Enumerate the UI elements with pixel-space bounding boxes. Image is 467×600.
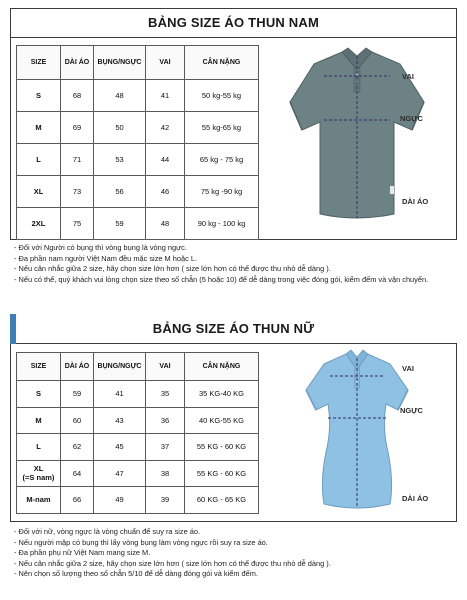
women-size-table <box>16 352 259 514</box>
cell-size: 2XL <box>17 208 61 240</box>
table-row <box>17 208 259 240</box>
cell-weight: 50 kg-55 kg <box>185 80 259 112</box>
cell-chest: 48 <box>94 80 146 112</box>
cell-chest: 53 <box>94 144 146 176</box>
note-line: - Đối với nữ, vòng ngực là vòng chuẩn để suy ra size áo. <box>14 527 201 536</box>
header-size: SIZE <box>17 353 61 381</box>
table-row <box>17 381 259 408</box>
table-header-row <box>17 353 259 381</box>
cell-size: M-nam <box>17 487 61 514</box>
cell-size: S <box>17 80 61 112</box>
cell-weight: 40 KG-55 KG <box>185 407 259 434</box>
table-row <box>17 80 259 112</box>
note-line: - Đối với Người có bụng thì vòng bụng là vòng ngực. <box>14 243 187 252</box>
cell-size: L <box>17 434 61 461</box>
cell-size: M <box>17 112 61 144</box>
header-size: SIZE <box>17 46 61 80</box>
women-chest-label: NGỰC <box>400 406 423 415</box>
cell-weight: 55 KG - 60 KG <box>185 434 259 461</box>
cell-size: S <box>17 381 61 408</box>
cell-shoulder: 48 <box>146 208 185 240</box>
cell-size: XL <box>17 176 61 208</box>
cell-shoulder: 42 <box>146 112 185 144</box>
women-shirt-illustration <box>262 348 452 516</box>
cell-chest: 56 <box>94 176 146 208</box>
cell-length: 73 <box>61 176 94 208</box>
header-weight: CÂN NẶNG <box>185 46 259 80</box>
header-shoulder: VAI <box>146 46 185 80</box>
header-length: DÀI ÁO <box>61 46 94 80</box>
table-row <box>17 460 259 487</box>
header-length: DÀI ÁO <box>61 353 94 381</box>
cell-chest: 59 <box>94 208 146 240</box>
men-length-label: DÀI ÁO <box>402 197 429 206</box>
cell-chest: 45 <box>94 434 146 461</box>
header-chest: BỤNG/NGỰC <box>94 353 146 381</box>
cell-length: 64 <box>61 460 94 487</box>
note-line: - Nếu cân nhắc giữa 2 size, hãy chọn size lớn hơn ( size lớn hơn có thể được thu nhỏ dễ dàng ). <box>14 264 331 273</box>
note-line: - Nếu cân nhắc giữa 2 size, hãy chọn size lớn hơn ( size lớn hơn có thể được thu nhỏ dễ dàng ). <box>14 558 331 568</box>
table-row <box>17 176 259 208</box>
cell-length: 62 <box>61 434 94 461</box>
table-row <box>17 487 259 514</box>
table-row <box>17 144 259 176</box>
table-header-row <box>17 46 259 80</box>
note-line: - Đa phần phụ nữ Việt Nam mang size M. <box>14 548 151 557</box>
cell-shoulder: 38 <box>146 460 185 487</box>
cell-shoulder: 46 <box>146 176 185 208</box>
note-line: - Nên chọn số lượng theo số chẵn 5/10 để dễ dàng đóng gói và kiểm đếm. <box>14 569 258 578</box>
women-size-title: BẢNG SIZE ÁO THUN NỮ <box>10 314 457 344</box>
women-notes <box>14 527 459 580</box>
header-chest: BỤNG/NGỰC <box>94 46 146 80</box>
cell-weight: 65 kg - 75 kg <box>185 144 259 176</box>
cell-weight: 55 KG - 60 KG <box>185 460 259 487</box>
cell-chest: 41 <box>94 381 146 408</box>
cell-length: 75 <box>61 208 94 240</box>
cell-size: L <box>17 144 61 176</box>
cell-size: XL (=S nam) <box>17 460 61 487</box>
cell-chest: 47 <box>94 460 146 487</box>
cell-length: 66 <box>61 487 94 514</box>
cell-shoulder: 39 <box>146 487 185 514</box>
cell-shoulder: 37 <box>146 434 185 461</box>
women-length-label: DÀI ÁO <box>402 494 429 503</box>
cell-length: 60 <box>61 407 94 434</box>
note-line: - Đa phần nam người Việt Nam đều mặc size M hoặc L. <box>14 253 198 263</box>
note-line: - Nếu người mập có bụng thì lấy vòng bụng làm vòng ngực rồi suy ra size áo. <box>14 537 268 547</box>
cell-length: 68 <box>61 80 94 112</box>
men-size-section <box>10 8 457 240</box>
men-size-table <box>16 45 259 240</box>
cell-shoulder: 35 <box>146 381 185 408</box>
women-shoulder-label: VAI <box>402 364 414 373</box>
cell-weight: 35 KG-40 KG <box>185 381 259 408</box>
men-notes <box>14 243 459 285</box>
cell-chest: 43 <box>94 407 146 434</box>
header-weight: CÂN NẶNG <box>185 353 259 381</box>
women-size-section <box>10 314 457 522</box>
table-row <box>17 112 259 144</box>
cell-weight: 55 kg-65 kg <box>185 112 259 144</box>
cell-weight: 60 KG - 65 KG <box>185 487 259 514</box>
men-shoulder-label: VAI <box>402 72 414 81</box>
men-chest-label: NGỰC <box>400 114 423 123</box>
cell-size: M <box>17 407 61 434</box>
cell-chest: 50 <box>94 112 146 144</box>
header-shoulder: VAI <box>146 353 185 381</box>
cell-length: 59 <box>61 381 94 408</box>
accent-tab <box>10 314 16 344</box>
cell-length: 69 <box>61 112 94 144</box>
cell-length: 71 <box>61 144 94 176</box>
cell-shoulder: 36 <box>146 407 185 434</box>
cell-weight: 75 kg -90 kg <box>185 176 259 208</box>
cell-shoulder: 44 <box>146 144 185 176</box>
note-line: - Nếu có thể, quý khách vui lòng chọn size theo số chẵn (5 hoặc 10) để dễ dàng trong việc đóng gói, kiểm đếm và vận chuyển. <box>14 274 429 284</box>
table-row <box>17 434 259 461</box>
women-polo-shirt-icon <box>262 348 452 516</box>
cell-weight: 90 kg - 100 kg <box>185 208 259 240</box>
table-row <box>17 407 259 434</box>
men-size-title: BẢNG SIZE ÁO THUN NAM <box>10 8 457 38</box>
cell-shoulder: 41 <box>146 80 185 112</box>
cell-chest: 49 <box>94 487 146 514</box>
